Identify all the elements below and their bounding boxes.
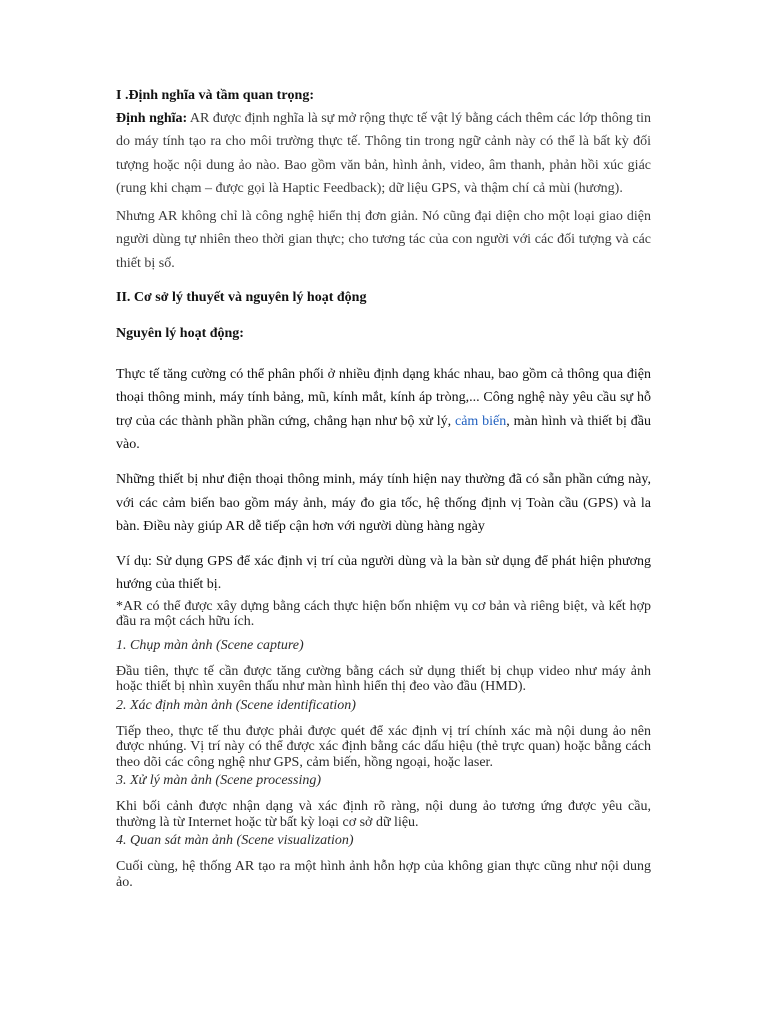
step-text: Tiếp theo, thực tế thu được phải được quét để xác định vị trí chính xác mà nội dung ảo nên được nhúng. Vị trí này có thể được xác định bằng các dấu hiệu (thẻ trực quan) hoặc bằng cách theo dõi các công nghệ như GPS, cảm biến, hồng ngoại, hoặc laser. (116, 723, 651, 770)
step-title: 1. Chụp màn ảnh (Scene capture) (116, 637, 304, 653)
sensor-link[interactable]: cảm biến (454, 413, 507, 429)
section1-heading: I .Định nghĩa và tầm quan trọng: (116, 88, 314, 103)
step-text: Cuối cùng, hệ thống AR tạo ra một hình ảnh hỗn hợp của không gian thực cũng như nội dung ảo. (116, 859, 651, 890)
section2-paragraph-1 (116, 363, 651, 456)
principle-subheading: Nguyên lý hoạt động: (116, 326, 244, 342)
section2-heading: II. Cơ sở lý thuyết và nguyên lý hoạt động (116, 290, 367, 306)
step-title: 4. Quan sát màn ảnh (Scene visualization) (116, 833, 354, 849)
tasks-intro: *AR có thể được xây dựng bằng cách thực hiện bốn nhiệm vụ cơ bản và riêng biệt, và kết hợp đầu ra một cách hữu ích. (116, 598, 651, 630)
section1-paragraph-2: Nhưng AR không chỉ là công nghệ hiển thị đơn giản. Nó cũng đại diện cho một loại giao diện người dùng tự nhiên theo thời gian thực; cho tương tác của con người với các đối tượng và các thiết bị số. (116, 209, 651, 271)
definition-label: Định nghĩa: (116, 111, 188, 126)
step-text: Khi bối cảnh được nhận dạng và xác định rõ ràng, nội dung ảo tương ứng được yêu cầu, thường là từ Internet hoặc từ bất kỳ loại cơ sở dữ liệu. (116, 799, 651, 830)
section2-paragraph-1-tail: , màn hình và thiết bị đầu vào. (116, 413, 651, 452)
document-page (116, 86, 651, 890)
section2-paragraph-2: Những thiết bị như điện thoại thông minh, máy tính hiện nay thường đã có sẵn phần cứng này, với các cảm biến bao gồm máy ảnh, máy đo gia tốc, hệ thống định vị Toàn cầu (GPS) và la bàn. Điều này giúp AR dễ tiếp cận hơn với người dùng hàng ngày (116, 472, 651, 534)
step-text: Đầu tiên, thực tế cần được tăng cường bằng cách sử dụng thiết bị chụp video như máy ảnh hoặc thiết bị nhìn xuyên thấu như màn hình hiển thị đeo vào đầu (HMD). (116, 663, 651, 695)
definition-text: AR được định nghĩa là sự mở rộng thực tế vật lý bằng cách thêm các lớp thông tin do máy tính tạo ra cho môi trường thực tế. Thông tin trong ngữ cảnh này có thể là bất kỳ đối tượng hoặc nội dung ảo nào. Bao gồm văn bản, hình ảnh, video, âm thanh, phản hồi xúc giác (rung khi chạm – được gọi là Haptic Feedback); dữ liệu GPS, và thậm chí cả mùi (hương). (116, 111, 651, 196)
section2-paragraph-1-text: Thực tế tăng cường có thể phân phối ở nhiều định dạng khác nhau, bao gồm cả thông qua điện thoại thông minh, máy tính bảng, mũ, kính mắt, kính áp tròng,... Công nghệ này yêu cầu sự hỗ trợ của các thành phần phần cứng, chẳng hạn như bộ xử lý, (116, 367, 651, 429)
example-paragraph: Ví dụ: Sử dụng GPS để xác định vị trí của người dùng và la bàn sử dụng để phát hiện phương hướng của thiết bị. (116, 554, 651, 593)
definition-paragraph (116, 107, 651, 200)
step-title: 3. Xử lý màn ảnh (Scene processing) (116, 773, 322, 789)
step-title: 2. Xác định màn ảnh (Scene identification) (116, 697, 356, 713)
